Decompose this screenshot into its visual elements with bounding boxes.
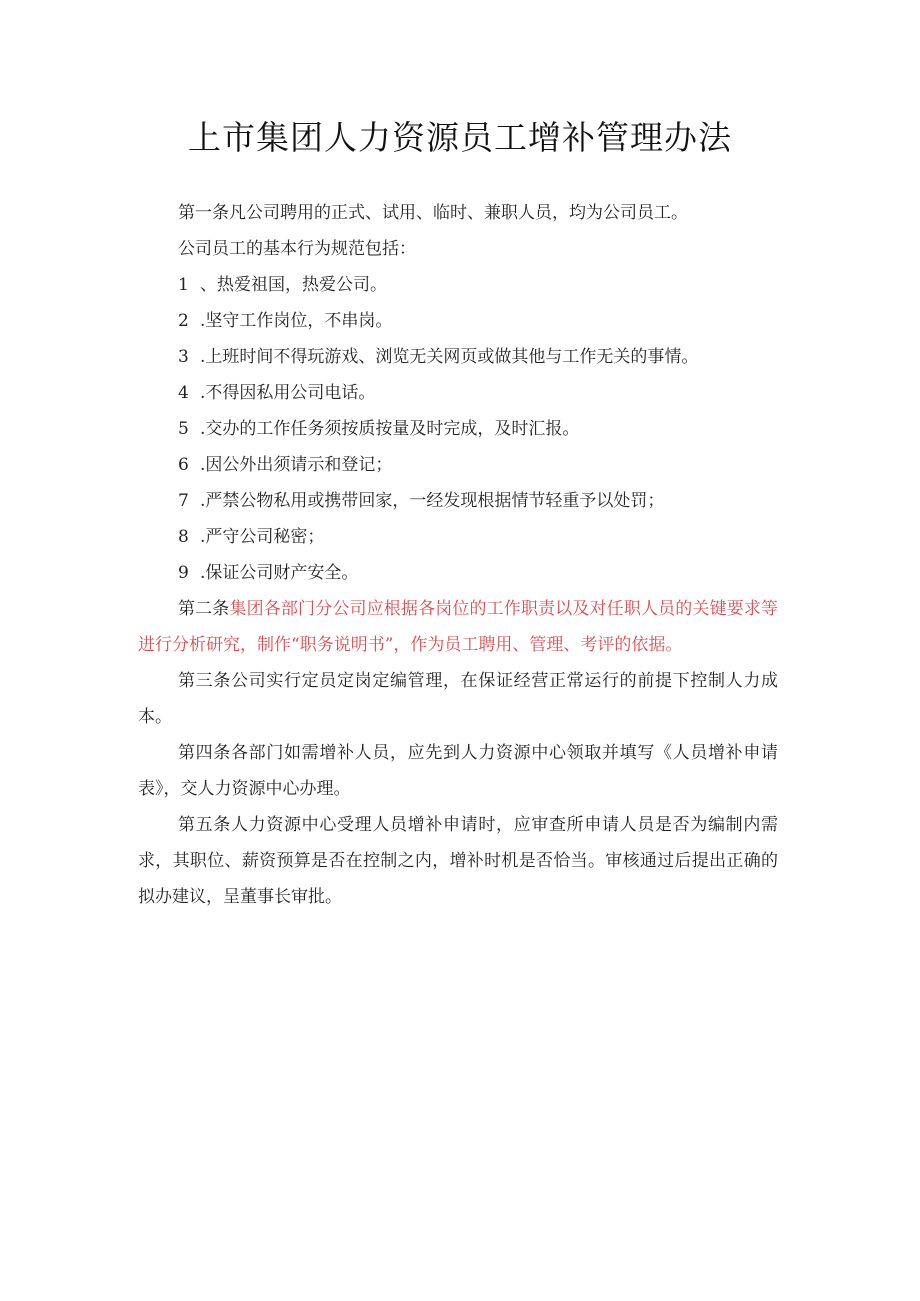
- norm-number: 1: [178, 275, 189, 295]
- norm-item-9: [138, 555, 778, 591]
- norm-text: .严守公司秘密；: [200, 527, 325, 547]
- norm-item-1: [138, 267, 778, 303]
- norm-item-5: [138, 411, 778, 447]
- document-body: [138, 195, 778, 915]
- norm-item-2: [138, 303, 778, 339]
- norm-text: .保证公司财产安全。: [200, 563, 359, 583]
- norm-number: 7: [178, 491, 189, 511]
- norm-number: 2: [178, 311, 189, 331]
- norm-item-4: [138, 375, 778, 411]
- norm-number: 6: [178, 455, 189, 475]
- article-3: 第三条公司实行定员定岗定编管理，在保证经营正常运行的前提下控制人力成本。: [138, 671, 778, 727]
- norm-number: 5: [178, 419, 189, 439]
- norm-text: .因公外出须请示和登记；: [200, 455, 393, 475]
- norm-text: .不得因私用公司电话。: [200, 383, 376, 403]
- norm-text: .严禁公物私用或携带回家，一经发现根据情节轻重予以处罚；: [200, 491, 665, 511]
- norm-item-7: [138, 483, 778, 519]
- norm-number: 8: [178, 527, 189, 547]
- article-2-highlighted-text: 集团各部门分公司应根据各岗位的工作职责以及对任职人员的关键要求等进行分析研究，制作“职务说明书”，作为员工聘用、管理、考评的依据。: [138, 599, 779, 655]
- norm-text: .坚守工作岗位，不串岗。: [200, 311, 393, 331]
- norm-text: 、热爱祖国，热爱公司。: [200, 275, 387, 295]
- article-4: 第四条各部门如需增补人员，应先到人力资源中心领取并填写《人员增补申请表》，交人力资源中心办理。: [138, 743, 778, 799]
- norm-number: 3: [178, 347, 189, 367]
- article-2-label: 第二条: [178, 599, 230, 619]
- norm-text: .交办的工作任务须按质按量及时完成，及时汇报。: [200, 419, 580, 439]
- norms-intro: 公司员工的基本行为规范包括：: [178, 239, 416, 259]
- norm-number: 4: [178, 383, 189, 403]
- article-1: 第一条凡公司聘用的正式、试用、临时、兼职人员，均为公司员工。: [178, 203, 688, 223]
- article-5: 第五条人力资源中心受理人员增补申请时，应审查所申请人员是否为编制内需求，其职位、薪资预算是否在控制之内，增补时机是否恰当。审核通过后提出正确的拟办建议，呈董事长审批。: [138, 815, 778, 907]
- norm-number: 9: [178, 563, 189, 583]
- norm-item-3: [138, 339, 778, 375]
- norm-text: .上班时间不得玩游戏、浏览无关网页或做其他与工作无关的事情。: [200, 347, 699, 367]
- article-2: [138, 591, 778, 663]
- norm-item-6: [138, 447, 778, 483]
- document-title: 上市集团人力资源员工增补管理办法: [188, 118, 732, 157]
- norm-item-8: [138, 519, 778, 555]
